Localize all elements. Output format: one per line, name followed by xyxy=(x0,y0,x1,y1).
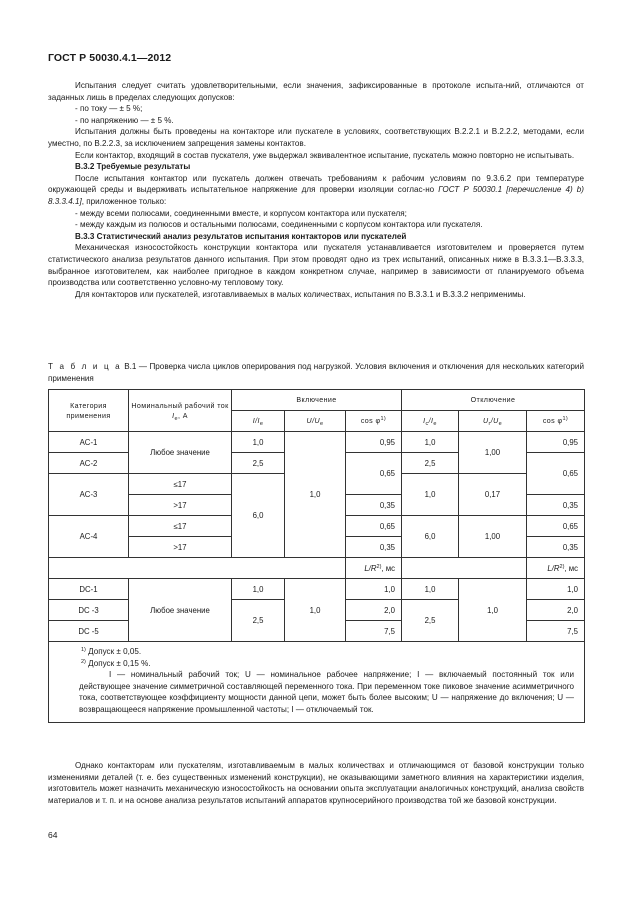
table-cell: 2,5 xyxy=(402,453,459,474)
table-cell: 2,5 xyxy=(232,600,285,642)
symbol: /I xyxy=(428,417,434,425)
table-cell: 0,95 xyxy=(346,432,402,453)
footnote-mark: 1) xyxy=(81,647,86,653)
table-cell: 1,0 xyxy=(527,579,585,600)
table-cell: 1,00 xyxy=(459,432,527,474)
standard-reference: ГОСТ Р 50030.1 [перечисление 4) b) 8.3.3.4.1] xyxy=(48,185,584,206)
table-cell: ≤17 xyxy=(129,516,232,537)
table-cell xyxy=(402,558,527,579)
paragraph: Механическая износостойкость конструкции контактора или пускателя устанавливается изготовителем и проверяется путем статистического анализа результатов данного испытания. При этом проводят одно из трех испытаний, описанных ниже в B.3.3.1—B.3.3.3, выбранное изготовителем, как наиболее пригодное в каждом конкретном случае, например в зависимости от планируемого объема производства или соответственно условно-му тепловому току. xyxy=(48,243,584,288)
table-cell: 2,5 xyxy=(402,600,459,642)
subscript: r xyxy=(488,421,491,427)
header-current-text: Номинальный рабочий ток xyxy=(131,401,229,410)
table-cell: 6,0 xyxy=(232,474,285,558)
paragraph: Для контакторов или пускателей, изготавливаемых в малых количествах, испытания по B.3.3.1 и B.3.3.2 неприменимы. xyxy=(75,289,526,299)
symbol: I/I xyxy=(252,417,260,425)
table-cell: 1,0 xyxy=(232,432,285,453)
paragraph-text: , приложенное только: xyxy=(81,196,167,206)
table-cell: 1,0 xyxy=(402,432,459,453)
footnote-ref: 1) xyxy=(562,416,569,422)
table-cell: AC-3 xyxy=(49,474,129,516)
document-header: ГОСТ Р 50030.4.1—2012 xyxy=(48,52,172,64)
table-cell xyxy=(49,558,346,579)
table-cell: 0,65 xyxy=(527,453,585,495)
symbol: cos φ xyxy=(542,417,563,425)
table-cell: 0,35 xyxy=(527,495,585,516)
table-cell: 7,5 xyxy=(346,621,402,642)
table-cell: 6,0 xyxy=(402,516,459,558)
table-cell: DC -3 xyxy=(49,600,129,621)
unit: , мс xyxy=(381,563,396,573)
paragraph: Испытания следует считать удовлетворительными, если значения, зафиксированные в протоколе испыта-ний, отличаются от заданных лишь в пределах следующих допусков: xyxy=(48,81,584,102)
table-cell: ≤17 xyxy=(129,474,232,495)
list-item: - между каждым из полюсов и остальными полюсами, соединенными с корпусом контактора или пускателя. xyxy=(75,220,483,230)
table-cell: 2,5 xyxy=(232,453,285,474)
table-cell: >17 xyxy=(129,537,232,558)
table-cell: >17 xyxy=(129,495,232,516)
subscript: e xyxy=(259,421,264,427)
section-heading: B.3.2 Требуемые результаты xyxy=(75,162,191,172)
table-caption xyxy=(48,361,584,384)
header-ur-ratio xyxy=(459,411,527,432)
subscript: e xyxy=(498,421,503,427)
subscript: e xyxy=(319,421,324,427)
footnote-mark: 2) xyxy=(81,658,86,665)
footnote-text: Допуск ± 0,05. xyxy=(85,647,142,656)
footnote-text: Допуск ± 0,15 %. xyxy=(85,658,151,668)
table-cell: AC-1 xyxy=(49,432,129,453)
symbol: L/R xyxy=(547,563,560,573)
header-i-ratio xyxy=(232,411,285,432)
footnote-ref: 2) xyxy=(559,563,565,570)
table-cell: Любое значение xyxy=(129,432,232,474)
table-cell: 1,0 xyxy=(285,579,346,642)
header-cos xyxy=(346,411,402,432)
table-cell: 2,0 xyxy=(527,600,585,621)
table-cell: 0,35 xyxy=(346,537,402,558)
subscript: c xyxy=(425,421,429,427)
symbol: U xyxy=(482,417,489,425)
symbol: I xyxy=(423,417,426,425)
table-caption-word: Т а б л и ц а xyxy=(48,362,122,371)
table-cell xyxy=(346,558,402,579)
page-number: 64 xyxy=(48,830,58,840)
symbol: U/U xyxy=(306,417,320,425)
list-item: - между всеми полюсами, соединенными вместе, и корпусом контактора или пускателя; xyxy=(75,208,407,218)
paragraph xyxy=(48,173,584,208)
closing-text xyxy=(48,760,584,806)
table-cell: 0,35 xyxy=(527,537,585,558)
subscript: e xyxy=(174,415,178,422)
header-u-ratio xyxy=(285,411,346,432)
table-cell: 0,35 xyxy=(346,495,402,516)
table-cell: DC-1 xyxy=(49,579,129,600)
table-cell: AC-2 xyxy=(49,453,129,474)
table-cell: 1,00 xyxy=(459,516,527,558)
table-cell: 0,65 xyxy=(346,453,402,495)
table-cell: 1,0 xyxy=(232,579,285,600)
header-break: Отключение xyxy=(402,390,585,411)
table-cell: AC-4 xyxy=(49,516,129,558)
paragraph: Испытания должны быть проведены на контакторе или пускателе в условиях, соответствующих B.2.2.1 и B.2.2.2, методами, если уместно, по B.2.2.3, за исключением запрещения замены контактов. xyxy=(48,127,584,148)
footnote xyxy=(79,658,574,670)
table-cell: 1,0 xyxy=(459,579,527,642)
symbol: L/R xyxy=(364,563,377,573)
header-current-unit: , А xyxy=(177,411,188,420)
table-notes xyxy=(49,642,585,723)
header-current xyxy=(129,390,232,432)
table-caption-text: B.1 — Проверка числа циклов оперирования под нагрузкой. Условия включения и отключения для нескольких категорий применения xyxy=(48,362,584,383)
main-text xyxy=(48,80,584,300)
table-cell xyxy=(527,558,585,579)
symbol: I xyxy=(172,411,175,420)
table-cell: 1,0 xyxy=(346,579,402,600)
list-item: - по напряжению — ± 5 %. xyxy=(75,115,174,125)
table-cell: 0,65 xyxy=(527,516,585,537)
list-item: - по току — ± 5 %; xyxy=(75,104,143,114)
table-cell: Любое значение xyxy=(129,579,232,642)
footnote xyxy=(79,646,574,658)
symbol: /U xyxy=(490,417,499,425)
table-cell: 7,5 xyxy=(527,621,585,642)
paragraph: Однако контакторам или пускателям, изготавливаемым в малых количествах и отличающимся от базовой конструкции только изменениями деталей (т. е. без существенных изменений конструкции), не оказывающими заметного влияния на характеристики изделия, изготовитель может назначить механическую износостойкость на основании опыта эксплуатации аналогичных конструкций, анализа свойств материалов и т. п. и на основе анализа результатов испытаний аппаратов крупносерийного производства той же базовой конструкции. xyxy=(48,761,584,805)
paragraph: Если контактор, входящий в состав пускателя, уже выдержал эквивалентное испытание, пускатель можно повторно не испытывать. xyxy=(75,150,575,160)
definitions: I — номинальный рабочий ток; U — номинальное рабочее напряжение; I — включаемый постоянный ток или действующее значение симметричной составляющей переменного тока. При переменном токе пиковое значение асимметричного тока, соответствующее коэффициенту мощности данной цепи, может быть более высоким; U — напряжение до включения; U — возвращающееся напряжение промышленной частоты; I — отключаемый ток. xyxy=(79,670,575,714)
table-cell: 1,0 xyxy=(402,579,459,600)
footnote-ref: 1) xyxy=(380,416,387,422)
subscript: e xyxy=(433,421,437,427)
section-heading: B.3.3 Статистический анализ результатов испытания контакторов или пускателей xyxy=(75,231,407,241)
symbol: cos φ xyxy=(360,417,381,425)
table-cell: 0,95 xyxy=(527,432,585,453)
unit: , мс xyxy=(564,563,579,573)
table-cell: DC -5 xyxy=(49,621,129,642)
table-cell: 1,0 xyxy=(402,474,459,516)
table-cell: 0,17 xyxy=(459,474,527,516)
table-cell: 1,0 xyxy=(285,432,346,558)
header-category: Категория применения xyxy=(49,390,129,432)
footnote-ref: 2) xyxy=(376,563,382,570)
header-ic-ratio xyxy=(402,411,459,432)
table-cell: 0,65 xyxy=(346,516,402,537)
header-make: Включение xyxy=(232,390,402,411)
cycles-table xyxy=(48,389,585,723)
table-cell: 2,0 xyxy=(346,600,402,621)
paragraph-text: После испытания контактор или пускатель должен отвечать требованиям к рабочим условиям по 9.3.6.2 при температуре окружающей среды и выдерживать испытательное напряжение для проверки изоляции соглас-но xyxy=(48,173,584,195)
header-cos-break xyxy=(527,411,585,432)
